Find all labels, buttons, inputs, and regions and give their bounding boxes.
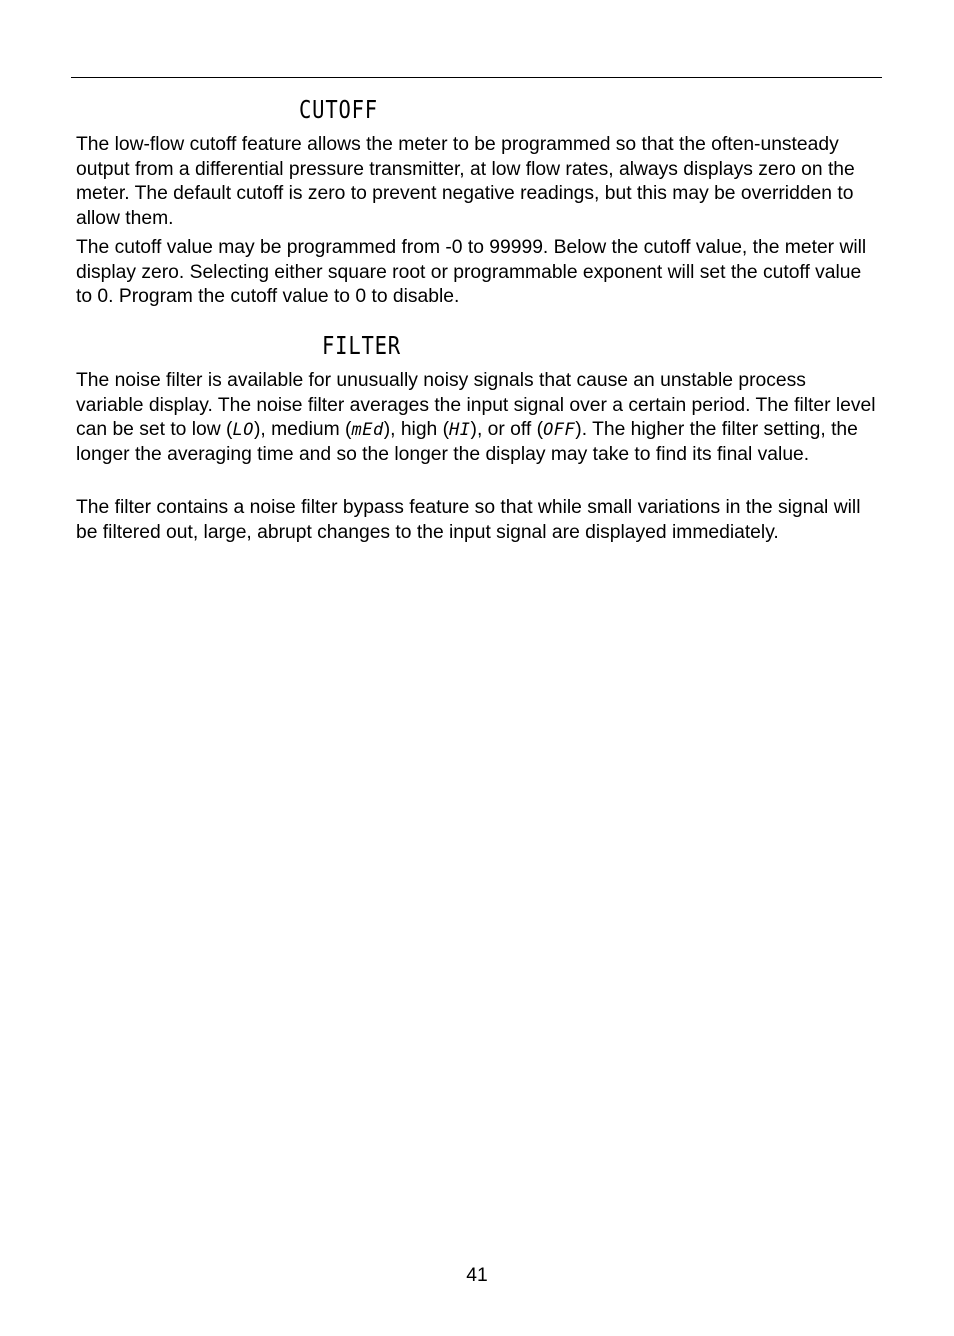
filter-text-medium-prefix: ), medium (	[253, 419, 352, 440]
cutoff-paragraph-2: The cutoff value may be programmed from -0 to 99999. Below the cutoff value, the meter will display zero. Selecting either square root or programmable exponent will set the cutoff value to 0. Program the cutoff value to 0 to disable.	[76, 237, 867, 307]
filter-text-outro: ). The higher the filter setting, the longer the averaging time and so the longer the display may take to find its final value.	[76, 419, 858, 465]
cutoff-heading: CUTOFF	[299, 95, 378, 124]
filter-code-high: HI	[449, 420, 471, 440]
header-rule	[71, 77, 882, 78]
filter-paragraph-1	[76, 369, 876, 467]
filter-heading: FILTER	[322, 331, 401, 360]
page-number: 41	[466, 1265, 488, 1286]
filter-paragraph-2: The filter contains a noise filter bypass feature so that while small variations in the signal will be filtered out, large, abrupt changes to the input signal are displayed immediately.	[76, 497, 861, 543]
filter-text-high-prefix: ), high (	[383, 419, 450, 440]
filter-code-off: OFF	[543, 420, 576, 440]
filter-text-off-prefix: ), or off (	[470, 419, 544, 440]
filter-code-medium: mEd	[351, 420, 384, 440]
filter-text-intro: The noise filter is available for unusually noisy signals that cause an unstable process variable display. The noise filter averages the input signal over a certain period. The filter level can be set to low (	[76, 370, 876, 440]
cutoff-paragraph-1: The low-flow cutoff feature allows the meter to be programmed so that the often-unsteady output from a differential pressure transmitter, at low flow rates, always displays zero on the meter. The default cutoff is zero to prevent negative readings, but this may be overridden to allow them.	[76, 134, 855, 229]
filter-code-low: LO	[232, 420, 254, 440]
